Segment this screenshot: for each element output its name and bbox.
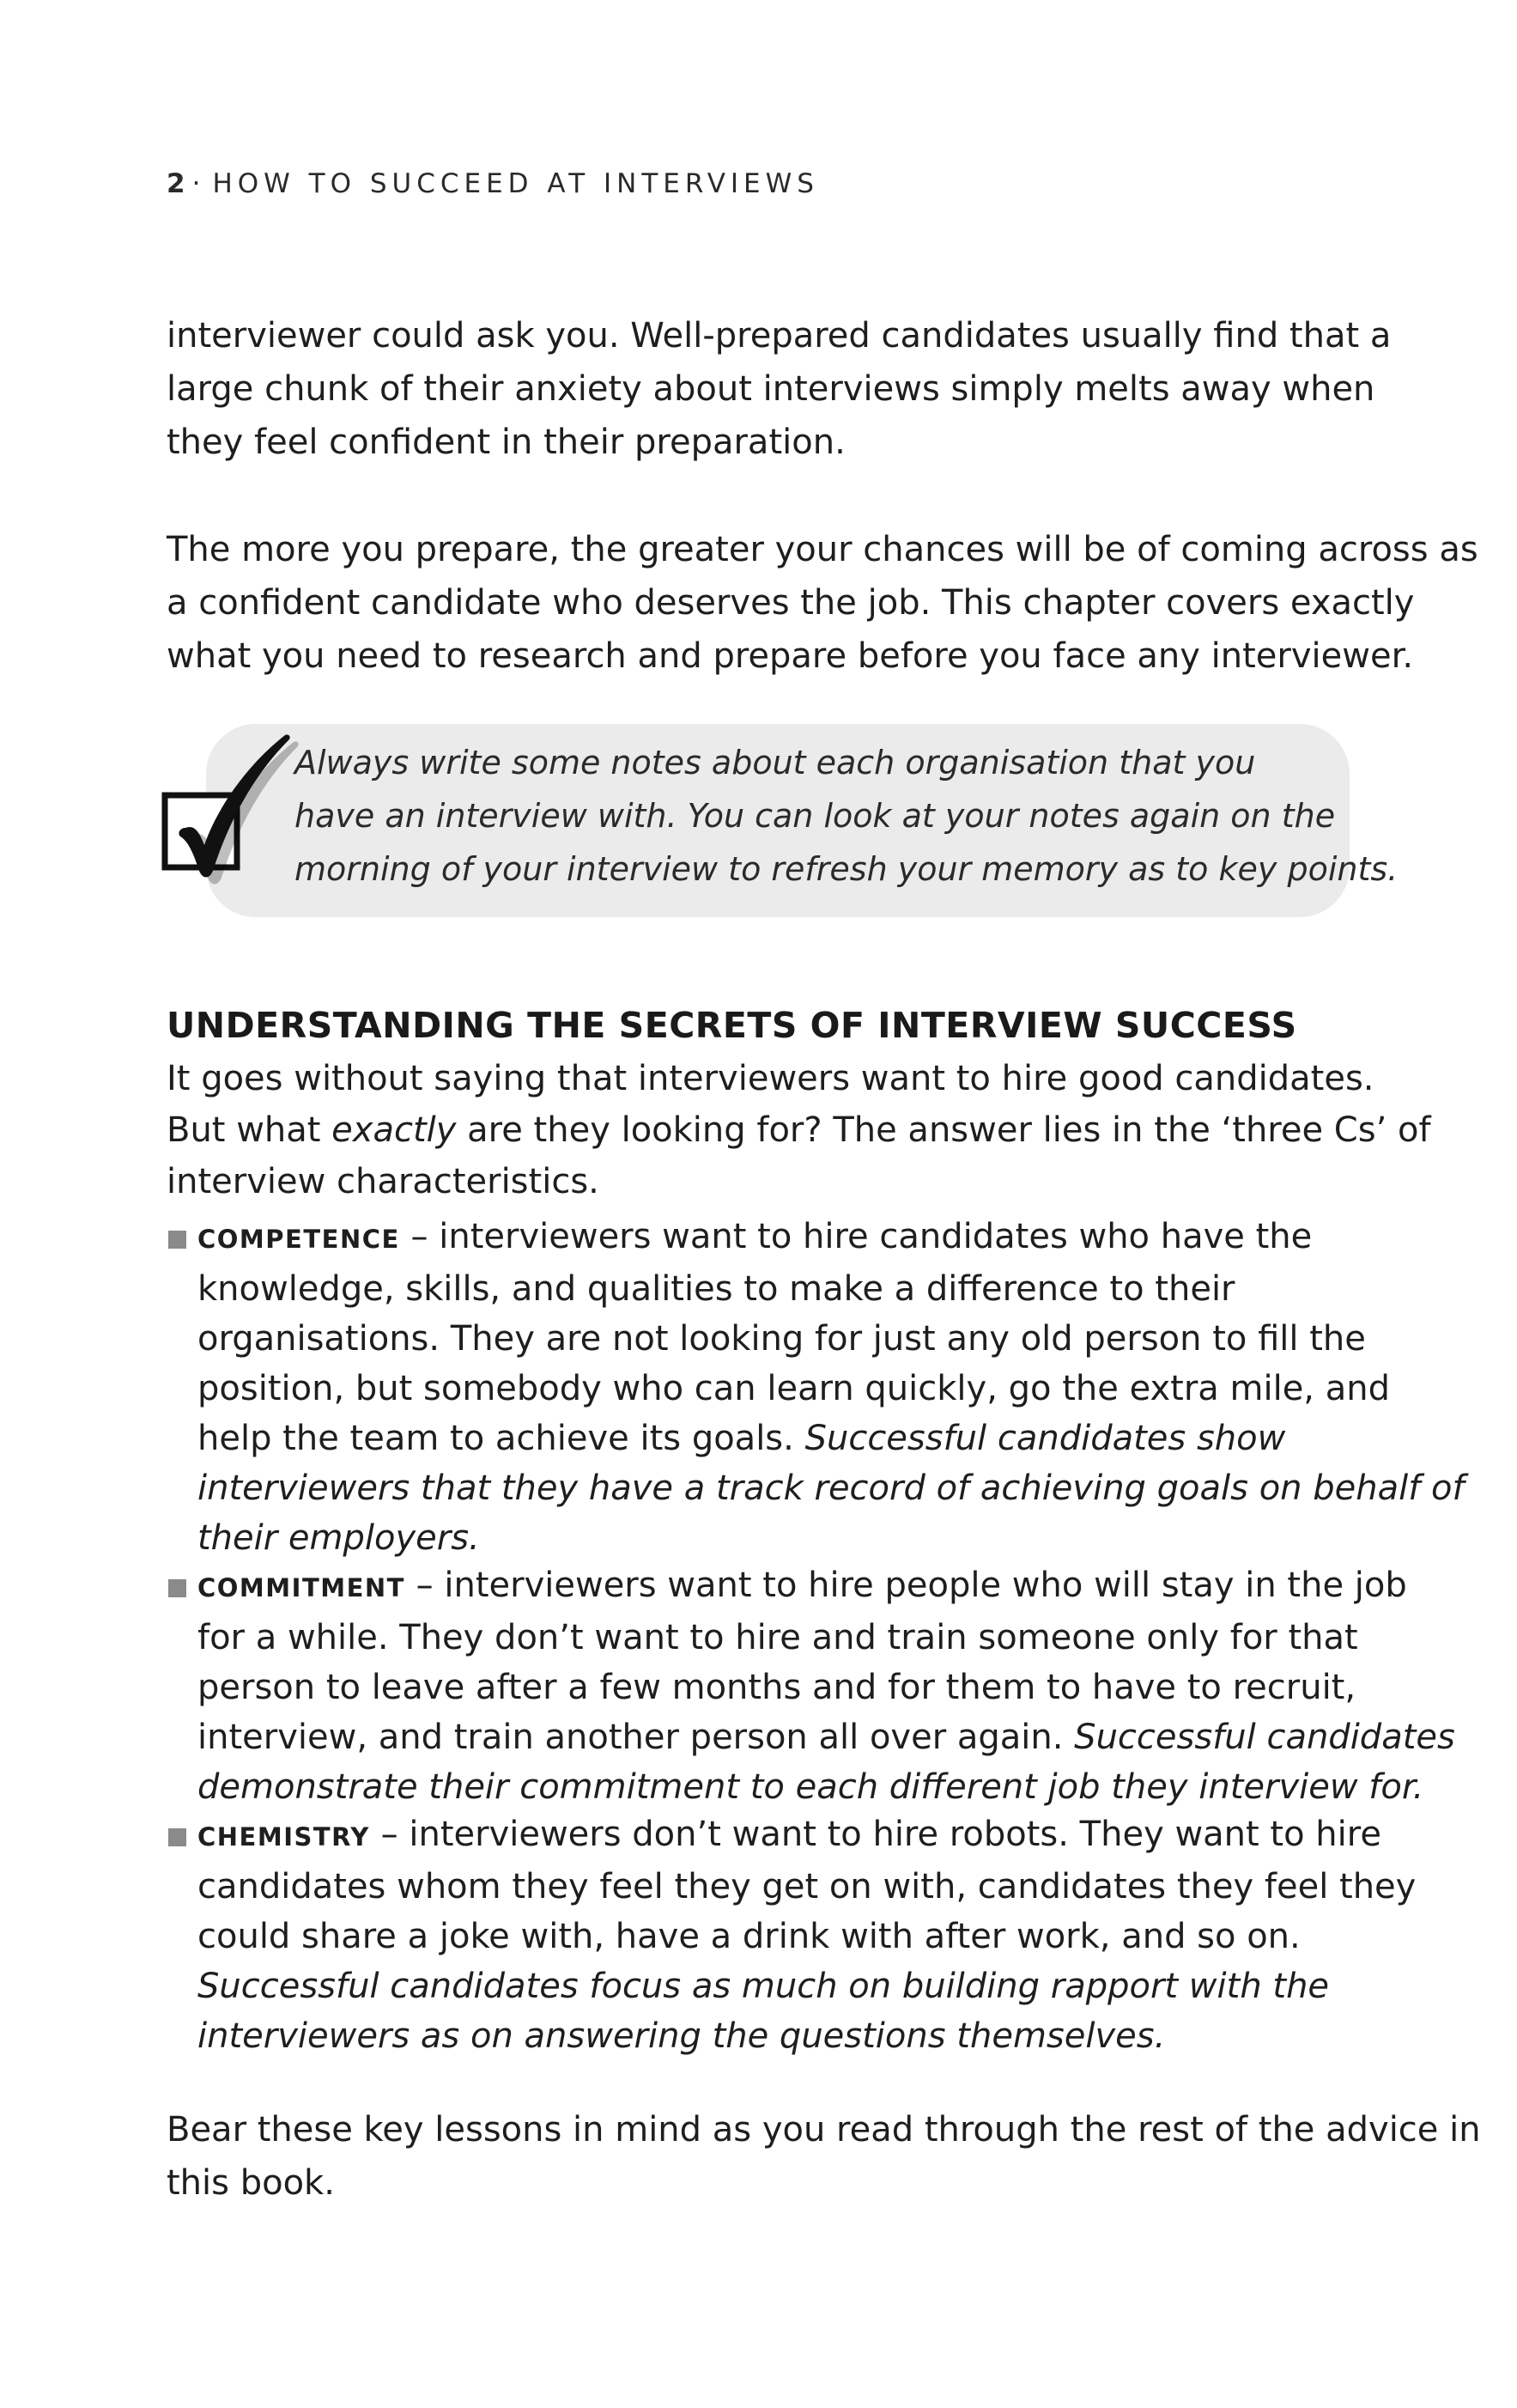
text-run: – interviewers don’t want to hire robots. They want to hire: [369, 1815, 1381, 1854]
italic-run: Successful candidates: [1074, 1718, 1455, 1757]
book-title: HOW TO SUCCEED AT INTERVIEWS: [212, 168, 819, 199]
tip-text: [294, 736, 1398, 896]
bullet-chemistry: [167, 1809, 1417, 2061]
bullet-line: candidates whom they feel they get on with, candidates they feel they: [197, 1867, 1417, 1906]
bullet-line: [167, 1212, 1386, 1264]
bullet-line: Successful candidates focus as much on building rapport with the: [197, 1967, 1330, 2006]
text-run: help the team to achieve its goals.: [197, 1419, 805, 1458]
paragraph-line: they feel confident in their preparation.: [167, 423, 846, 462]
intro-paragraph-1: [167, 309, 1392, 469]
checkmark-box-icon: [160, 732, 306, 895]
paragraph-line: [167, 1104, 1431, 1156]
section-intro: [167, 1053, 1431, 1207]
bullet-square-icon: [168, 1579, 186, 1597]
text-run: – interviewers want to hire candidates who have the: [399, 1217, 1313, 1256]
bullet-line: [167, 1414, 1386, 1463]
emphasis: exactly: [331, 1110, 457, 1150]
bullet-term: COMPETENCE: [197, 1225, 400, 1254]
bullet-line: position, but somebody who can learn quickly, go the extra mile, and: [197, 1369, 1390, 1408]
paragraph-line: interviewer could ask you. Well-prepared candidates usually find that a: [167, 316, 1392, 356]
text-run: are they looking for? The answer lies in the ‘three Cs’ of: [456, 1110, 1431, 1150]
bullet-term: COMMITMENT: [197, 1573, 405, 1602]
tip-line: morning of your interview to refresh your memory as to key points.: [294, 850, 1399, 888]
paragraph-line: Bear these key lessons in mind as you read through the rest of the advice in: [167, 2110, 1481, 2150]
intro-paragraph-2: [167, 523, 1478, 683]
bullet-line: interviewers that they have a track record of achieving goals on behalf of: [197, 1469, 1465, 1508]
tip-line: have an interview with. You can look at your notes again on the: [294, 797, 1336, 835]
closing-paragraph: [167, 2103, 1481, 2210]
paragraph-line: large chunk of their anxiety about interviews simply melts away when: [167, 369, 1375, 409]
text-run: interview, and train another person all over again.: [197, 1718, 1075, 1757]
bullet-line: for a while. They don’t want to hire and train someone only for that: [197, 1618, 1358, 1657]
paragraph-line: a confident candidate who deserves the job. This chapter covers exactly: [167, 583, 1415, 623]
tip-line: Always write some notes about each organisation that you: [294, 744, 1256, 781]
text-run: But what: [167, 1110, 332, 1150]
bullet-term: CHEMISTRY: [197, 1822, 370, 1852]
italic-run: Successful candidates show: [804, 1419, 1286, 1458]
paragraph-line: this book.: [167, 2163, 335, 2203]
running-head: [167, 168, 819, 199]
bullet-line: interviewers as on answering the questions themselves.: [197, 2016, 1166, 2056]
header-separator: ·: [191, 168, 206, 199]
bullet-line: [167, 1560, 1407, 1613]
paragraph-line: interview characteristics.: [167, 1162, 599, 1201]
bullet-line: demonstrate their commitment to each different job they interview for.: [197, 1767, 1424, 1807]
bullet-line: organisations. They are not looking for just any old person to fill the: [197, 1319, 1366, 1359]
section-heading: UNDERSTANDING THE SECRETS OF INTERVIEW SUCCESS: [167, 1005, 1297, 1046]
bullet-line: [167, 1712, 1455, 1762]
text-run: – interviewers want to hire people who will stay in the job: [404, 1566, 1407, 1605]
bullet-line: person to leave after a few months and for them to have to recruit,: [197, 1668, 1356, 1707]
bullet-square-icon: [168, 1828, 186, 1846]
bullet-competence: [167, 1212, 1465, 1563]
paragraph-line: what you need to research and prepare before you face any interviewer.: [167, 636, 1414, 676]
bullet-line: could share a joke with, have a drink with after work, and so on.: [197, 1917, 1301, 1956]
bullet-square-icon: [168, 1231, 186, 1249]
bullet-line: [167, 1809, 1386, 1862]
paragraph-line: The more you prepare, the greater your chances will be of coming across as: [167, 530, 1478, 569]
page-number: 2: [167, 168, 185, 199]
bullet-commitment: [167, 1560, 1455, 1812]
paragraph-line: It goes without saying that interviewers want to hire good candidates.: [167, 1059, 1374, 1098]
bullet-line: their employers.: [197, 1518, 480, 1558]
bullet-line: knowledge, skills, and qualities to make a difference to their: [197, 1269, 1235, 1309]
